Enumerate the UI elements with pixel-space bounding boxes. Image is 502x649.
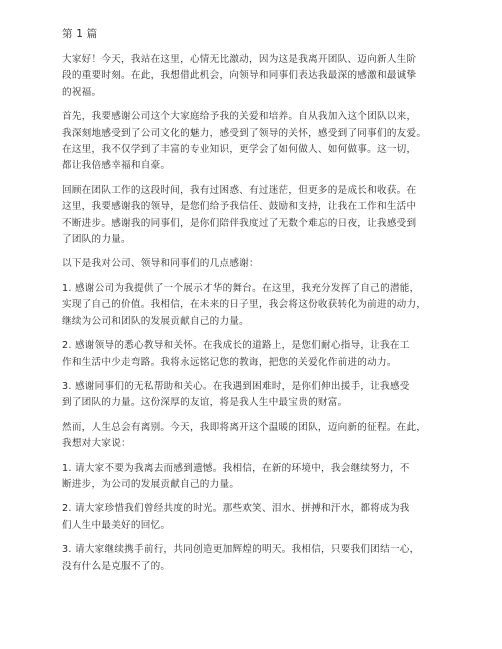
list-item-thanks-1: 1. 感谢公司为我提供了一个展示才华的舞台。在这里，我充分发挥了自己的潜能， 实现了自己的价值。我相信，在未来的日子里，我会将这份收获转化为前进的动力， 继续为公司和团队的发展贡献自己的力量。	[62, 282, 427, 327]
list-item-thanks-2: 2. 感谢领导的悉心教导和关怀。在我成长的道路上，是您们耐心指导，让我在工 作和生活中少走弯路。我将永远铭记您的教诲，把您的关爱化作前进的动力。	[62, 340, 410, 368]
list-item-thanks-3: 3. 感谢同事们的无私帮助和关心。在我遇到困难时，是你们伸出援手，让我感受 到了团队的力量。这份深厚的友谊，将是我人生中最宝贵的财富。	[62, 380, 410, 409]
list-item-wish-2: 2. 请大家珍惜我们曾经共度的时光。那些欢笑、泪水、拼搏和汗水，都将成为我 们人生中最美好的回忆。	[62, 503, 410, 531]
paragraph-greeting: 大家好！今天，我站在这里，心情无比激动，因为这是我离开团队、迈向新人生阶 段的重要时刻。在此，我想借此机会，向领导和同事们表达我最深的感激和最诚挚 的祝福。	[62, 54, 417, 98]
paragraph-review: 回顾在团队工作的这段时间，我有过困惑、有过迷茫，但更多的是成长和收获。在 这里，我要感谢我的领导，是您们给予我信任、鼓励和支持，让我在工作和生活中 不断进步。感谢我的同事们，是你们陪伴我度过了无数个难忘的日夜，让我感受到 了团队的力量。	[62, 184, 417, 246]
paragraph-thanks-company: 首先，我要感谢公司这个大家庭给予我的关爱和培养。自从我加入这个团队以来， 我深刻地感受到了公司文化的魅力，感受到了领导的关怀，感受到了同事们的友爱。 在这里，我不仅学到了丰富的专业知识，更学会了如何做人、如何做事。这一切， 都让我倍感幸福和自豪。	[62, 111, 427, 172]
list-item-wish-1: 1. 请大家不要为我离去而感到遗憾。我相信，在新的环境中，我会继续努力，不 断进步，为公司的发展贡献自己的力量。	[62, 462, 410, 490]
paragraph-farewell: 然而，人生总会有离别。今天，我即将离开这个温暖的团队，迈向新的征程。在此， 我想对大家说：	[62, 421, 427, 450]
paragraph-thanks-intro: 以下是我对公司、领导和同事们的几点感谢：	[62, 258, 259, 270]
section-heading: 第 1 篇	[62, 28, 98, 40]
list-item-wish-3: 3. 请大家继续携手前行，共同创造更加辉煌的明天。我相信，只要我们团结一心， 没有什么是克服不了的。	[62, 544, 420, 572]
